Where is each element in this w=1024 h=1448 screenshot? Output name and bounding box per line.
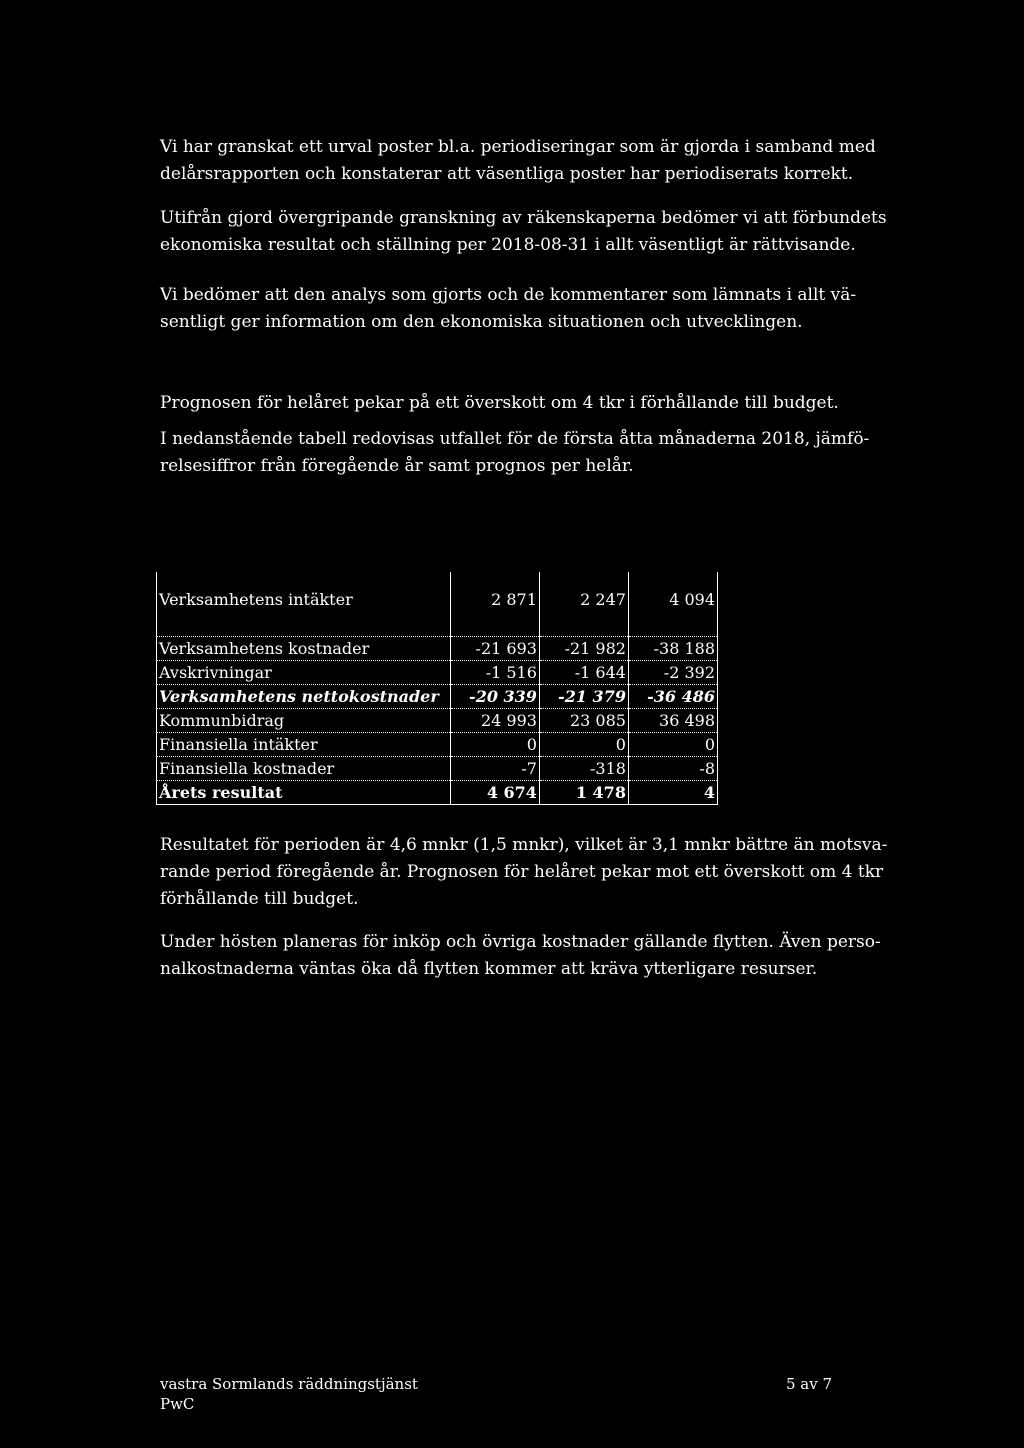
paragraph-line: nalkostnaderna väntas öka då flytten kommer att kräva ytterligare resurser. — [160, 959, 818, 979]
paragraph-line: Vi har granskat ett urval poster bl.a. periodiseringar som är gjorda i samband med — [160, 137, 876, 157]
table-row-label: Verksamhetens intäkter — [157, 572, 451, 626]
table-cell: 4 — [628, 781, 717, 805]
table-cell: 0 — [628, 733, 717, 757]
paragraph-line: förhållande till budget. — [160, 889, 359, 909]
table-row-label: Verksamhetens nettokostnader — [157, 685, 451, 709]
paragraph-line: delårsrapporten och konstaterar att väsentliga poster har periodiserats korrekt. — [160, 164, 854, 184]
paragraph-line: Utifrån gjord övergripande granskning av räkenskaperna bedömer vi att förbundets — [160, 208, 887, 228]
footer-right — [786, 1374, 832, 1394]
paragraph-line: Resultatet för perioden är 4,6 mnkr (1,5 mnkr), vilket är 3,1 mnkr bättre än motsva- — [160, 835, 888, 855]
table-row-label: Kommunbidrag — [157, 709, 451, 733]
table-row-label: Årets resultat — [157, 781, 451, 805]
table-cell: 36 498 — [628, 709, 717, 733]
table-cell: -38 188 — [628, 637, 717, 661]
table-row-label: Verksamhetens kostnader — [157, 637, 451, 661]
table-cell: -2 392 — [628, 661, 717, 685]
paragraph-line: Under hösten planeras för inköp och övriga kostnader gällande flytten. Även perso- — [160, 932, 881, 952]
paragraph-line: ekonomiska resultat och ställning per 2018-08-31 i allt väsentligt är rättvisande. — [160, 235, 856, 255]
table-cell: 0 — [450, 733, 539, 757]
table-cell: 2 871 — [450, 572, 539, 626]
table-cell: -36 486 — [628, 685, 717, 709]
table-cell: -8 — [628, 757, 717, 781]
paragraph-line: rande period föregående år. Prognosen för helåret pekar mot ett överskott om 4 tkr — [160, 862, 884, 882]
table-cell: 4 094 — [628, 572, 717, 626]
table-row-label: Finansiella kostnader — [157, 757, 451, 781]
table-row — [157, 733, 718, 757]
paragraph-line: sentligt ger information om den ekonomiska situationen och utvecklingen. — [160, 312, 803, 332]
table-cell: 23 085 — [539, 709, 628, 733]
paragraph-analysis — [160, 282, 860, 336]
table-cell: 2 247 — [539, 572, 628, 626]
table-cell: -318 — [539, 757, 628, 781]
table-cell — [157, 626, 451, 637]
table-row — [157, 757, 718, 781]
table-row — [157, 685, 718, 709]
paragraph-line: I nedanstående tabell redovisas utfallet för de första åtta månaderna 2018, jämfö- — [160, 429, 870, 449]
footer-firm: PwC — [160, 1395, 195, 1413]
table-cell: -7 — [450, 757, 539, 781]
paragraph-autumn-plans — [160, 929, 880, 983]
table-row-label: Finansiella intäkter — [157, 733, 451, 757]
paragraph-line: relsesiffror från föregående år samt prognos per helår. — [160, 456, 634, 476]
table-row — [157, 709, 718, 733]
table-cell: 1 478 — [539, 781, 628, 805]
table-row — [157, 661, 718, 685]
table-row-label: Avskrivningar — [157, 661, 451, 685]
paragraph-sampling — [160, 134, 876, 188]
table-row — [157, 637, 718, 661]
table-cell: -1 516 — [450, 661, 539, 685]
footer-organization: vastra Sormlands räddningstjänst — [160, 1375, 418, 1393]
footer-left — [160, 1374, 418, 1414]
page-number: 5 av 7 — [786, 1375, 833, 1393]
table-row — [157, 572, 718, 626]
paragraph-table-intro — [160, 426, 870, 480]
table-cell: 24 993 — [450, 709, 539, 733]
paragraph-result — [160, 832, 888, 913]
table-cell — [539, 626, 628, 637]
paragraph-assessment — [160, 205, 887, 259]
table-row — [157, 781, 718, 805]
table-cell: -1 644 — [539, 661, 628, 685]
paragraph-line: Vi bedömer att den analys som gjorts och de kommentarer som lämnats i allt vä- — [160, 285, 857, 305]
table-cell — [628, 626, 717, 637]
paragraph-line: Prognosen för helåret pekar på ett överskott om 4 tkr i förhållande till budget. — [160, 393, 839, 413]
table-cell: -20 339 — [450, 685, 539, 709]
table-cell — [450, 626, 539, 637]
table-cell: 4 674 — [450, 781, 539, 805]
table-cell: -21 379 — [539, 685, 628, 709]
table-cell: 0 — [539, 733, 628, 757]
table-cell: -21 982 — [539, 637, 628, 661]
table-cell: -21 693 — [450, 637, 539, 661]
financial-table — [156, 572, 718, 805]
table-spacer — [157, 626, 718, 637]
paragraph-forecast — [160, 390, 860, 417]
